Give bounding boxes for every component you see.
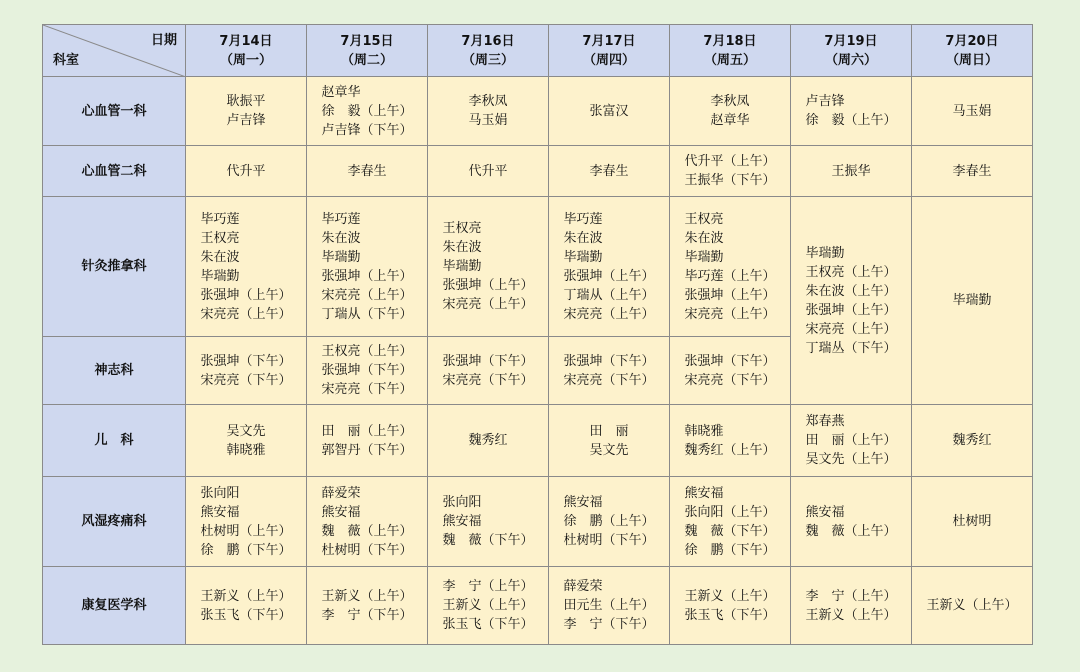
staff-entry: 郭智丹（下午） bbox=[321, 442, 413, 458]
staff-list bbox=[684, 484, 775, 560]
staff-list bbox=[442, 577, 533, 634]
staff-entry: 吴文先 bbox=[589, 442, 629, 458]
staff-entry: 魏秀红 bbox=[952, 433, 992, 448]
staff-entry: 吴文先 bbox=[226, 423, 266, 439]
staff-list bbox=[321, 484, 412, 560]
staff-list bbox=[442, 219, 533, 314]
staff-entry: 吴文先（上午） bbox=[805, 452, 897, 467]
department-row bbox=[43, 146, 1033, 197]
staff-entry: 魏 薇（下午） bbox=[442, 533, 534, 548]
staff-entry: 田元生（上午） bbox=[563, 598, 655, 613]
staff-entry: 丁瑞从（下午） bbox=[321, 306, 413, 322]
corner-date-label: 日期 bbox=[150, 33, 177, 48]
schedule-cell bbox=[307, 567, 428, 645]
day-header bbox=[670, 25, 791, 77]
staff-entry: 赵章华 bbox=[710, 113, 750, 128]
staff-entry: 薛爱荣 bbox=[563, 579, 603, 594]
schedule-cell bbox=[791, 567, 912, 645]
staff-entry: 魏秀红 bbox=[468, 433, 508, 448]
staff-entry: 张向阳 bbox=[442, 495, 482, 510]
staff-list bbox=[226, 162, 265, 181]
department-row bbox=[43, 567, 1033, 645]
staff-list bbox=[710, 92, 749, 130]
schedule-cell bbox=[428, 77, 549, 146]
schedule-cell bbox=[428, 567, 549, 645]
department-name: 针灸推拿科 bbox=[43, 197, 186, 337]
staff-list bbox=[321, 587, 412, 625]
staff-entry: 杜树明（上午） bbox=[200, 523, 292, 539]
staff-entry: 丁瑞从（上午） bbox=[563, 287, 655, 303]
schedule-cell bbox=[186, 567, 307, 645]
schedule-cell bbox=[670, 405, 791, 477]
staff-list bbox=[684, 352, 775, 390]
staff-entry: 张玉飞（下午） bbox=[442, 617, 534, 632]
day-header bbox=[186, 25, 307, 77]
staff-entry: 张强坤（上午） bbox=[805, 302, 897, 318]
staff-entry: 徐 毅（上午） bbox=[805, 113, 897, 128]
staff-entry: 宋亮亮（下午） bbox=[200, 372, 292, 388]
staff-entry: 王权亮 bbox=[200, 230, 240, 246]
staff-entry: 韩晓雅 bbox=[684, 423, 724, 439]
staff-list bbox=[684, 152, 775, 190]
staff-list bbox=[563, 577, 654, 634]
staff-list bbox=[200, 352, 291, 390]
staff-entry: 王新义（上午） bbox=[926, 598, 1018, 613]
schedule-cell bbox=[912, 146, 1033, 197]
staff-list bbox=[805, 503, 896, 541]
staff-entry: 熊安福 bbox=[684, 485, 724, 501]
staff-entry: 毕巧莲（上午） bbox=[684, 268, 776, 284]
schedule-cell bbox=[428, 337, 549, 405]
staff-entry: 熊安福 bbox=[442, 514, 482, 529]
schedule-cell bbox=[912, 77, 1033, 146]
corner-cell bbox=[43, 25, 186, 77]
staff-entry: 卢吉锋 bbox=[805, 94, 845, 109]
day-date: 7月17日 bbox=[582, 33, 636, 49]
staff-entry: 毕巧莲 bbox=[200, 211, 240, 227]
day-header bbox=[307, 25, 428, 77]
schedule-cell bbox=[428, 146, 549, 197]
staff-entry: 赵章华 bbox=[321, 84, 361, 100]
staff-entry: 杜树明（下午） bbox=[563, 533, 655, 548]
staff-entry: 代升平 bbox=[226, 163, 266, 179]
staff-list bbox=[684, 587, 775, 625]
schedule-cell bbox=[791, 405, 912, 477]
staff-entry: 魏 薇（上午） bbox=[321, 523, 413, 539]
staff-entry: 宋亮亮（下午） bbox=[563, 372, 655, 388]
department-name: 心血管二科 bbox=[43, 146, 186, 197]
staff-entry: 徐 鹏（下午） bbox=[684, 542, 776, 558]
staff-list bbox=[926, 596, 1017, 615]
day-date: 7月20日 bbox=[945, 33, 999, 49]
schedule-cell bbox=[307, 405, 428, 477]
staff-entry: 杜树明 bbox=[952, 514, 992, 529]
schedule-cell bbox=[307, 477, 428, 567]
schedule-cell bbox=[307, 146, 428, 197]
staff-entry: 徐 鹏（上午） bbox=[563, 514, 655, 529]
staff-list bbox=[563, 210, 654, 324]
schedule-cell bbox=[791, 477, 912, 567]
staff-entry: 徐 鹏（下午） bbox=[200, 542, 292, 558]
staff-entry: 张强坤（上午） bbox=[442, 278, 534, 293]
staff-entry: 张强坤（下午） bbox=[442, 353, 534, 369]
staff-entry: 张强坤（下午） bbox=[321, 363, 413, 378]
staff-list bbox=[805, 244, 896, 358]
staff-entry: 朱在波 bbox=[321, 230, 361, 246]
day-header bbox=[549, 25, 670, 77]
staff-entry: 卢吉锋（下午） bbox=[321, 122, 413, 138]
schedule-cell bbox=[549, 77, 670, 146]
schedule-cell bbox=[912, 477, 1033, 567]
staff-entry: 宋亮亮（上午） bbox=[321, 287, 413, 303]
schedule-cell-merged bbox=[791, 197, 912, 405]
day-date: 7月15日 bbox=[340, 33, 394, 49]
staff-list bbox=[200, 210, 291, 324]
staff-entry: 代升平（上午） bbox=[684, 154, 776, 169]
day-header bbox=[912, 25, 1033, 77]
staff-entry: 张强坤（下午） bbox=[684, 353, 776, 369]
staff-entry: 魏秀红（上午） bbox=[684, 442, 776, 458]
schedule-cell bbox=[912, 567, 1033, 645]
staff-entry: 李春生 bbox=[952, 163, 992, 179]
staff-entry: 李 宁（下午） bbox=[321, 607, 413, 623]
staff-entry: 朱在波 bbox=[442, 240, 482, 255]
staff-list bbox=[468, 92, 507, 130]
staff-list bbox=[563, 493, 654, 550]
staff-entry: 宋亮亮（上午） bbox=[684, 306, 776, 322]
day-weekday: （周三） bbox=[461, 52, 514, 68]
staff-list bbox=[347, 162, 386, 181]
schedule-cell bbox=[670, 197, 791, 337]
staff-entry: 王权亮 bbox=[684, 211, 724, 227]
staff-entry: 张向阳 bbox=[200, 485, 240, 501]
staff-list bbox=[226, 422, 265, 460]
staff-list bbox=[684, 422, 775, 460]
staff-entry: 熊安福 bbox=[321, 504, 361, 520]
staff-list bbox=[805, 92, 896, 130]
day-date: 7月19日 bbox=[824, 33, 878, 49]
schedule-cell bbox=[549, 146, 670, 197]
staff-entry: 张强坤（上午） bbox=[200, 287, 292, 303]
staff-entry: 郑春燕 bbox=[805, 414, 845, 429]
staff-entry: 毕瑞勤 bbox=[684, 249, 724, 265]
staff-entry: 李秋凤 bbox=[710, 94, 750, 109]
staff-entry: 朱在波 bbox=[200, 249, 240, 265]
staff-entry: 王权亮 bbox=[442, 221, 482, 236]
staff-list bbox=[468, 162, 507, 181]
staff-entry: 张强坤（上午） bbox=[684, 287, 776, 303]
staff-entry: 王振华（下午） bbox=[684, 173, 776, 188]
staff-list bbox=[226, 92, 265, 130]
staff-list bbox=[563, 352, 654, 390]
staff-list bbox=[321, 342, 412, 399]
day-date: 7月14日 bbox=[219, 33, 273, 49]
day-weekday: （周四） bbox=[582, 52, 635, 68]
staff-list bbox=[952, 162, 991, 181]
department-row bbox=[43, 77, 1033, 146]
day-weekday: （周日） bbox=[945, 52, 998, 68]
header-row bbox=[43, 25, 1033, 77]
staff-entry: 杜树明（下午） bbox=[321, 542, 413, 558]
staff-entry: 朱在波 bbox=[684, 230, 724, 246]
schedule-cell bbox=[186, 405, 307, 477]
day-header bbox=[791, 25, 912, 77]
staff-entry: 毕瑞勤 bbox=[442, 259, 482, 274]
day-weekday: （周六） bbox=[824, 52, 877, 68]
staff-entry: 张强坤（下午） bbox=[563, 353, 655, 369]
staff-entry: 李 宁（下午） bbox=[563, 617, 655, 632]
schedule-cell bbox=[186, 77, 307, 146]
staff-list bbox=[442, 493, 533, 550]
duty-schedule-table bbox=[42, 24, 1033, 645]
schedule-cell bbox=[670, 77, 791, 146]
staff-list bbox=[589, 422, 628, 460]
schedule-cell-merged bbox=[912, 197, 1033, 405]
department-row bbox=[43, 405, 1033, 477]
schedule-cell bbox=[428, 197, 549, 337]
schedule-cell bbox=[307, 197, 428, 337]
staff-entry: 韩晓雅 bbox=[226, 442, 266, 458]
staff-entry: 王权亮（上午） bbox=[805, 264, 897, 280]
staff-entry: 宋亮亮（上午） bbox=[805, 321, 897, 337]
corner-dept-label: 科室 bbox=[53, 53, 80, 68]
staff-entry: 张强坤（下午） bbox=[200, 353, 292, 369]
staff-entry: 田 丽 bbox=[589, 423, 629, 439]
staff-entry: 朱在波（上午） bbox=[805, 283, 897, 299]
schedule-cell bbox=[549, 197, 670, 337]
schedule-cell bbox=[549, 405, 670, 477]
staff-entry: 张富汉 bbox=[589, 103, 629, 119]
staff-entry: 毕瑞勤 bbox=[200, 268, 240, 284]
staff-entry: 毕巧莲 bbox=[563, 211, 603, 227]
department-name: 神志科 bbox=[43, 337, 186, 405]
staff-entry: 宋亮亮（下午） bbox=[321, 382, 413, 397]
staff-list bbox=[952, 102, 991, 121]
staff-list bbox=[805, 412, 896, 469]
schedule-cell bbox=[307, 77, 428, 146]
staff-entry: 朱在波 bbox=[563, 230, 603, 246]
day-date: 7月16日 bbox=[461, 33, 515, 49]
department-name: 风湿疼痛科 bbox=[43, 477, 186, 567]
schedule-cell bbox=[549, 477, 670, 567]
staff-entry: 张玉飞（下午） bbox=[200, 607, 292, 623]
staff-entry: 丁瑞丛（下午） bbox=[805, 340, 897, 356]
staff-entry: 宋亮亮（上午） bbox=[563, 306, 655, 322]
staff-list bbox=[952, 431, 991, 450]
day-date: 7月18日 bbox=[703, 33, 757, 49]
staff-entry: 李 宁（上午） bbox=[442, 579, 534, 594]
schedule-cell bbox=[549, 337, 670, 405]
staff-entry: 毕瑞勤 bbox=[563, 249, 603, 265]
schedule-cell bbox=[186, 146, 307, 197]
staff-entry: 毕瑞勤 bbox=[952, 293, 992, 308]
staff-entry: 宋亮亮（上午） bbox=[442, 297, 534, 312]
staff-list bbox=[321, 422, 412, 460]
day-header bbox=[428, 25, 549, 77]
department-row bbox=[43, 477, 1033, 567]
staff-entry: 王新义（上午） bbox=[805, 607, 897, 623]
staff-entry: 李春生 bbox=[589, 163, 629, 179]
schedule-cell bbox=[670, 146, 791, 197]
day-weekday: （周五） bbox=[703, 52, 756, 68]
schedule-cell bbox=[428, 405, 549, 477]
staff-entry: 王权亮（上午） bbox=[321, 344, 413, 359]
staff-entry: 李秋凤 bbox=[468, 94, 508, 109]
staff-entry: 宋亮亮（下午） bbox=[684, 372, 776, 388]
schedule-cell bbox=[186, 477, 307, 567]
staff-entry: 宋亮亮（上午） bbox=[200, 306, 292, 322]
staff-entry: 毕瑞勤 bbox=[321, 249, 361, 265]
day-weekday: （周一） bbox=[219, 52, 272, 68]
staff-entry: 薛爱荣 bbox=[321, 485, 361, 501]
staff-list bbox=[805, 587, 896, 625]
staff-list bbox=[321, 210, 412, 324]
staff-entry: 毕巧莲 bbox=[321, 211, 361, 227]
staff-entry: 张强坤（上午） bbox=[563, 268, 655, 284]
staff-list bbox=[589, 162, 628, 181]
staff-entry: 卢吉锋 bbox=[226, 113, 266, 128]
staff-entry: 毕瑞勤 bbox=[805, 245, 845, 261]
staff-entry: 张强坤（上午） bbox=[321, 268, 413, 284]
staff-entry: 王振华 bbox=[831, 163, 871, 179]
staff-list bbox=[684, 210, 775, 324]
schedule-cell bbox=[186, 337, 307, 405]
department-name: 儿 科 bbox=[43, 405, 186, 477]
staff-list bbox=[952, 291, 991, 310]
department-name: 康复医学科 bbox=[43, 567, 186, 645]
staff-entry: 王新义（上午） bbox=[442, 598, 534, 613]
staff-list bbox=[468, 431, 507, 450]
staff-entry: 张玉飞（下午） bbox=[684, 607, 776, 623]
staff-entry: 魏 薇（下午） bbox=[684, 523, 776, 539]
schedule-cell bbox=[912, 405, 1033, 477]
staff-entry: 王新义（上午） bbox=[200, 588, 292, 604]
staff-entry: 田 丽（上午） bbox=[321, 423, 413, 439]
schedule-cell bbox=[791, 146, 912, 197]
staff-entry: 宋亮亮（下午） bbox=[442, 372, 534, 388]
department-row bbox=[43, 197, 1033, 337]
staff-entry: 熊安福 bbox=[805, 504, 845, 520]
staff-entry: 马玉娟 bbox=[468, 113, 508, 128]
day-weekday: （周二） bbox=[340, 52, 393, 68]
staff-entry: 马玉娟 bbox=[952, 103, 992, 119]
schedule-cell bbox=[670, 337, 791, 405]
staff-entry: 耿振平 bbox=[226, 94, 266, 109]
schedule-cell bbox=[307, 337, 428, 405]
staff-entry: 李 宁（上午） bbox=[805, 588, 897, 604]
schedule-cell bbox=[670, 567, 791, 645]
schedule-cell bbox=[670, 477, 791, 567]
staff-entry: 熊安福 bbox=[563, 495, 603, 510]
staff-list bbox=[831, 162, 870, 181]
staff-entry: 张向阳（上午） bbox=[684, 504, 776, 520]
schedule-cell bbox=[428, 477, 549, 567]
staff-entry: 王新义（上午） bbox=[684, 588, 776, 604]
staff-list bbox=[589, 102, 628, 121]
schedule-cell bbox=[549, 567, 670, 645]
staff-entry: 李春生 bbox=[347, 163, 387, 179]
staff-entry: 魏 薇（上午） bbox=[805, 523, 897, 539]
staff-list bbox=[321, 83, 412, 140]
staff-entry: 田 丽（上午） bbox=[805, 433, 897, 448]
staff-list bbox=[952, 512, 991, 531]
staff-list bbox=[442, 352, 533, 390]
staff-entry: 熊安福 bbox=[200, 504, 240, 520]
department-name: 心血管一科 bbox=[43, 77, 186, 146]
staff-list bbox=[200, 484, 291, 560]
staff-entry: 王新义（上午） bbox=[321, 588, 413, 604]
staff-list bbox=[200, 587, 291, 625]
schedule-cell bbox=[791, 77, 912, 146]
staff-entry: 代升平 bbox=[468, 163, 508, 179]
staff-entry: 徐 毅（上午） bbox=[321, 103, 413, 119]
schedule-cell bbox=[186, 197, 307, 337]
